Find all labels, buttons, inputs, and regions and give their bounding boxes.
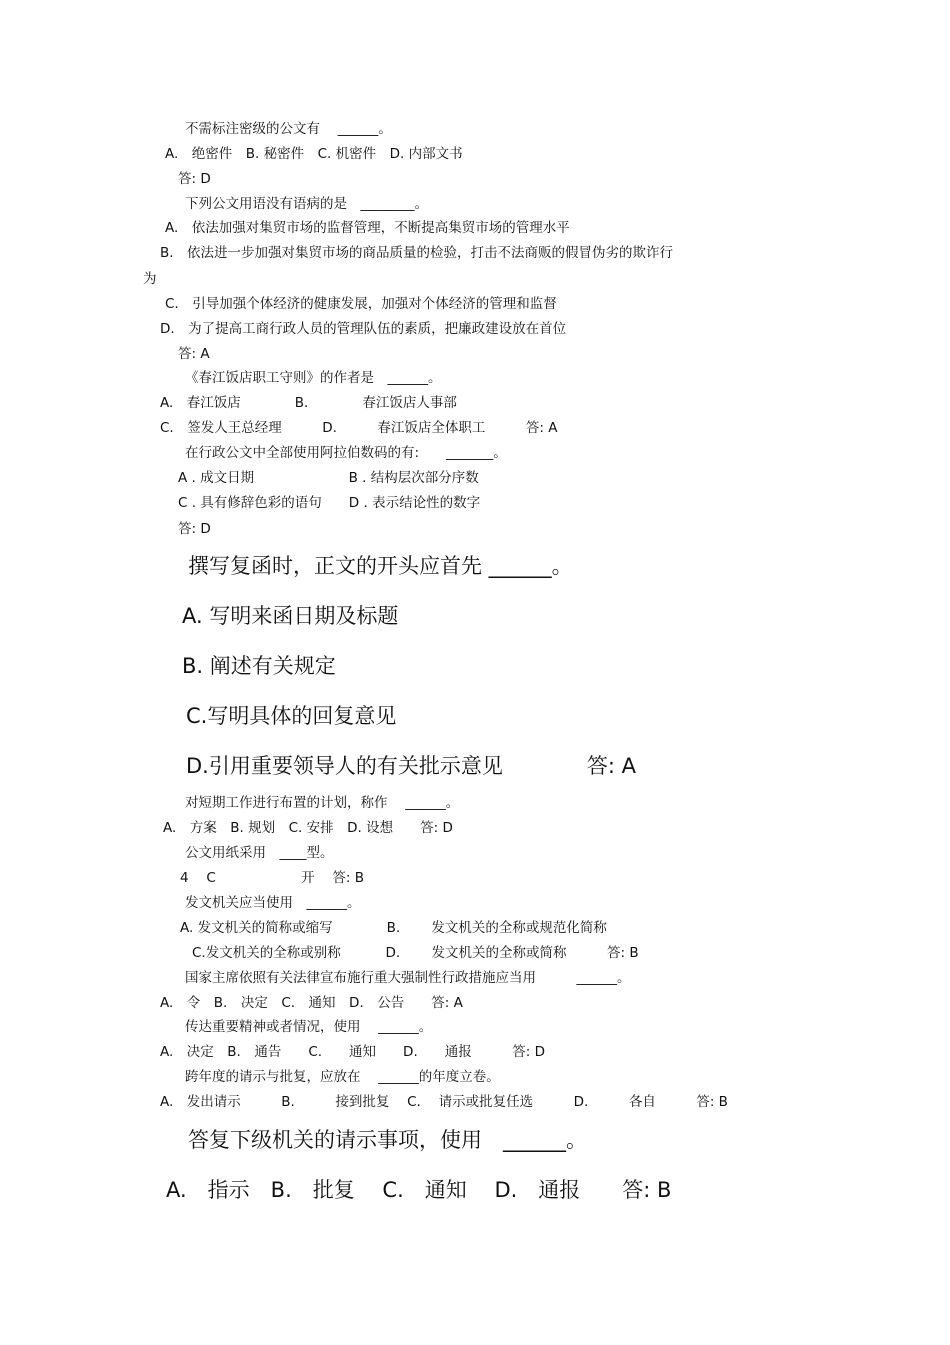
options-8-ab: A. 发文机关的简称或缩写 B. 发文机关的全称或规范化简称 [180, 920, 607, 936]
question-9: 国家主席依照有关法律宣布施行重大强制性行政措施应当用 ______。 [185, 970, 631, 986]
option-2b-cont: 为 [143, 271, 157, 287]
question-12: 答复下级机关的请示事项，使用 ______。 [188, 1128, 587, 1152]
options-12: A. 指示 B. 批复 C. 通知 D. 通报 答: B [166, 1178, 672, 1202]
option-5c: C.写明具体的回复意见 [186, 704, 397, 728]
answer-1: 答: D [178, 171, 211, 187]
question-7: 公文用纸采用 ____型。 [185, 845, 334, 861]
options-4-cd: C . 具有修辞色彩的语句 D . 表示结论性的数字 [178, 495, 481, 511]
option-5a: A. 写明来函日期及标题 [182, 604, 399, 628]
options-11: A. 发出请示 B. 接到批复 C. 请示或批复任选 D. 各自 答: B [160, 1094, 728, 1110]
option-5b: B. 阐述有关规定 [182, 654, 336, 678]
question-11: 跨年度的请示与批复，应放在 ______的年度立卷。 [185, 1069, 500, 1085]
question-3: 《春江饭店职工守则》的作者是 ______。 [185, 370, 442, 386]
options-6: A. 方案 B. 规划 C. 安排 D. 设想 答: D [163, 820, 453, 836]
question-2: 下列公文用语没有语病的是 ________。 [185, 196, 428, 212]
options-3-ab: A. 春江饭店 B. 春江饭店人事部 [160, 395, 457, 411]
options-4-ab: A . 成文日期 B . 结构层次部分序数 [178, 470, 479, 486]
options-9: A. 令 B. 决定 C. 通知 D. 公告 答: A [160, 995, 463, 1011]
question-1: 不需标注密级的公文有 ______。 [185, 121, 392, 137]
options-1: A. 绝密件 B. 秘密件 C. 机密件 D. 内部文书 [165, 146, 463, 162]
options-10: A. 决定 B. 通告 C. 通知 D. 通报 答: D [160, 1044, 545, 1060]
answer-2: 答: A [178, 346, 210, 362]
question-8: 发文机关应当使用 ______。 [185, 895, 361, 911]
option-2b: B. 依法进一步加强对集贸市场的商品质量的检验，打击不法商贩的假冒伪劣的欺诈行 [160, 245, 674, 261]
options-7: 4 C 开 答: B [180, 870, 364, 886]
option-5d-answer: D.引用重要领导人的有关批示意见 答: A [186, 754, 636, 778]
options-3-cd: C. 签发人王总经理 D. 春江饭店全体职工 答: A [160, 420, 558, 436]
option-2c: C. 引导加强个体经济的健康发展，加强对个体经济的管理和监督 [165, 296, 557, 312]
answer-4: 答: D [178, 521, 211, 537]
option-2d: D. 为了提高工商行政人员的管理队伍的素质，把廉政建设放在首位 [160, 321, 567, 337]
question-6: 对短期工作进行布置的计划，称作 ______。 [185, 795, 460, 811]
question-5: 撰写复函时，正文的开头应首先 ______。 [188, 554, 573, 578]
question-10: 传达重要精神或者情况，使用 ______。 [185, 1019, 433, 1035]
option-2a: A. 依法加强对集贸市场的监督管理，不断提高集贸市场的管理水平 [165, 220, 570, 236]
question-4: 在行政公文中全部使用阿拉伯数码的有: _______。 [185, 445, 507, 461]
options-8-cd: C.发文机关的全称或别称 D. 发文机关的全称或简称 答: B [192, 945, 639, 961]
